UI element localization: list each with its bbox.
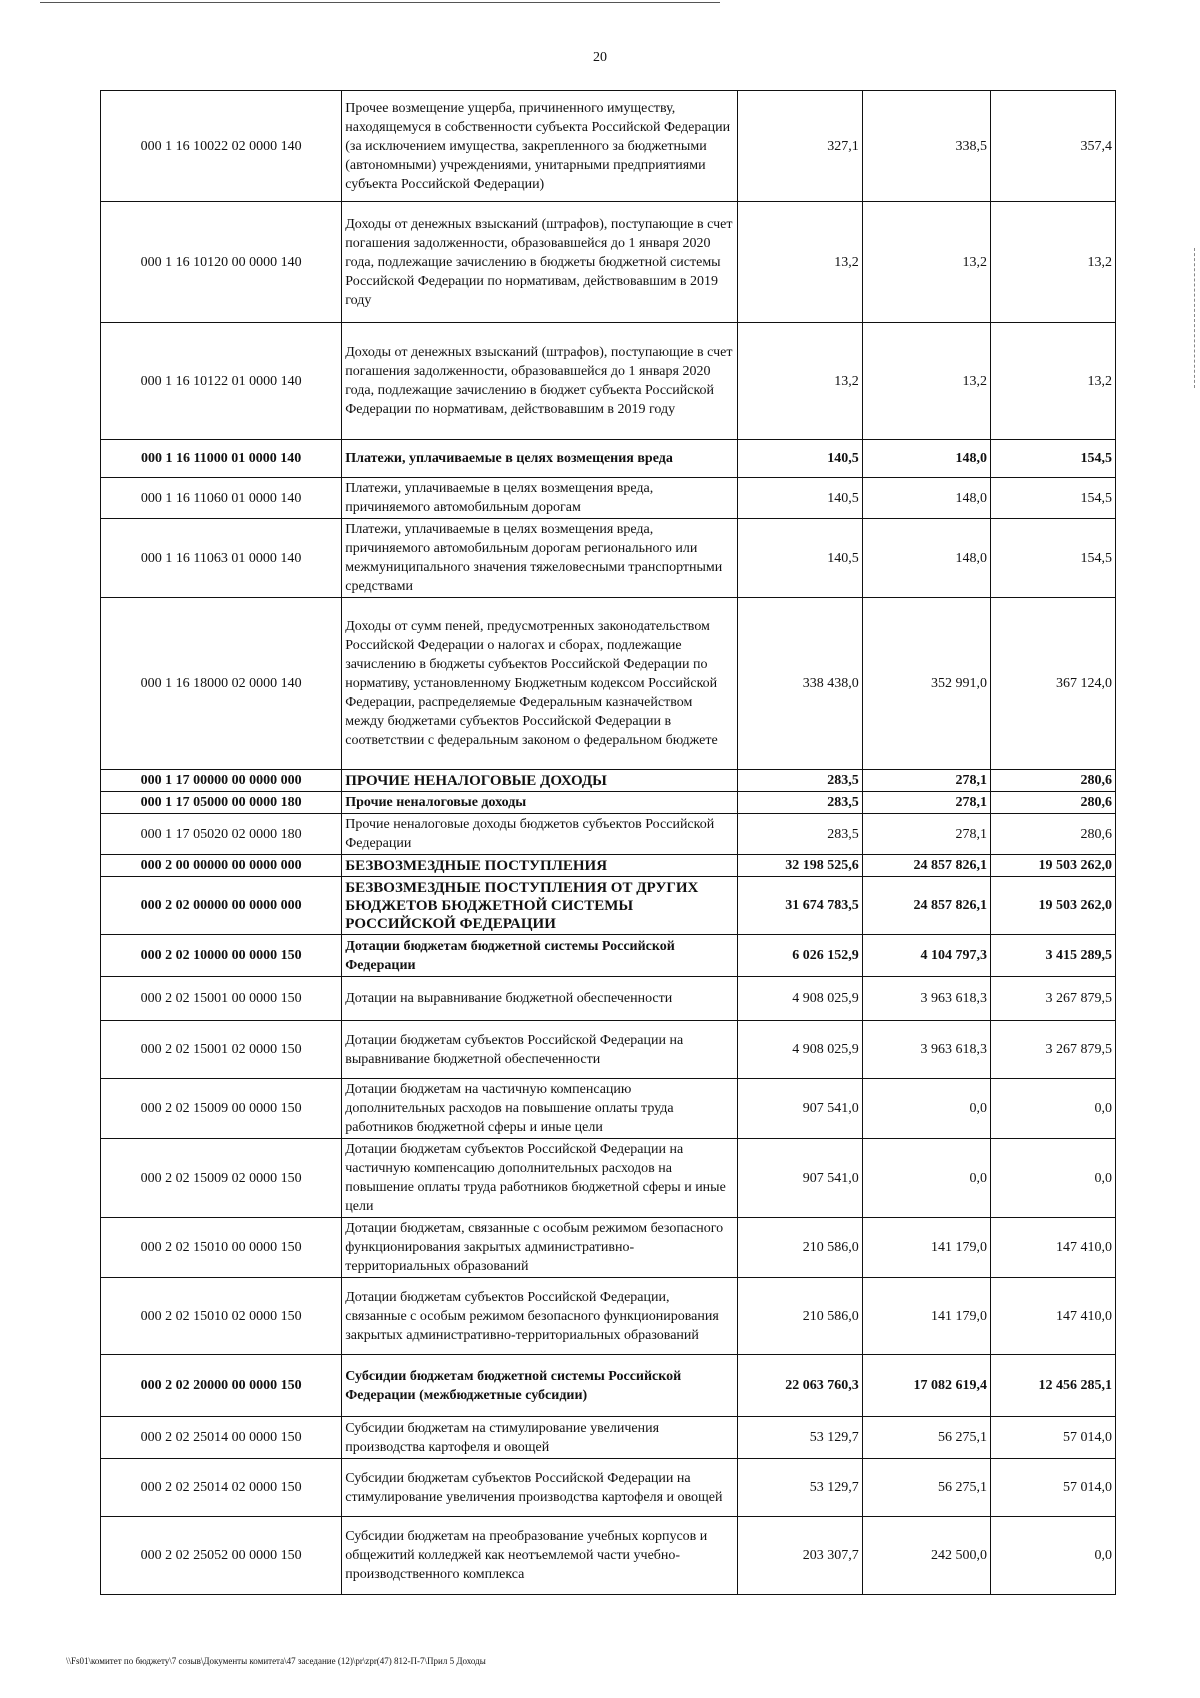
- row-value-col4: 148,0: [862, 519, 990, 598]
- row-code: 000 1 16 10120 00 0000 140: [101, 202, 342, 323]
- row-value-col5: 154,5: [991, 440, 1116, 478]
- row-name: Платежи, уплачиваемые в целях возмещения вреда: [342, 440, 738, 478]
- row-code: 000 2 02 20000 00 0000 150: [101, 1355, 342, 1417]
- row-value-col3: 6 026 152,9: [737, 935, 862, 977]
- row-value-col3: 140,5: [737, 478, 862, 519]
- row-name: ПРОЧИЕ НЕНАЛОГОВЫЕ ДОХОДЫ: [342, 770, 738, 792]
- table-row: [101, 770, 1116, 792]
- row-value-col3: 210 586,0: [737, 1218, 862, 1278]
- table-row: [101, 977, 1116, 1021]
- footer-file-path: \\Fs01\комитет по бюджету\7 созыв\Документы комитета\47 заседание (12)\pr\zpr(47) 812-П-7\Прил 5 Доходы: [66, 1656, 486, 1666]
- row-name: Доходы от денежных взысканий (штрафов), поступающие в счет погашения задолженности, образовавшейся до 1 января 2020 года, подлежащие зачислению в бюджеты бюджетной системы Российской Федерации по нормативам, действовавшим в 2019 году: [342, 202, 738, 323]
- row-value-col5: 19 503 262,0: [991, 855, 1116, 877]
- row-code: 000 2 02 15009 02 0000 150: [101, 1139, 342, 1218]
- row-value-col3: 283,5: [737, 814, 862, 855]
- row-code: 000 2 02 15010 00 0000 150: [101, 1218, 342, 1278]
- row-value-col5: 0,0: [991, 1079, 1116, 1139]
- row-value-col4: 56 275,1: [862, 1417, 990, 1459]
- row-value-col5: 280,6: [991, 814, 1116, 855]
- table-row: [101, 935, 1116, 977]
- row-value-col4: 0,0: [862, 1079, 990, 1139]
- row-name: Дотации бюджетам на частичную компенсацию дополнительных расходов на повышение оплаты труда работников бюджетной сферы и иные цели: [342, 1079, 738, 1139]
- table-row: [101, 478, 1116, 519]
- row-value-col4: 13,2: [862, 202, 990, 323]
- row-code: 000 1 17 05020 02 0000 180: [101, 814, 342, 855]
- row-name: Доходы от денежных взысканий (штрафов), поступающие в счет погашения задолженности, образовавшейся до 1 января 2020 года, подлежащие зачислению в бюджет субъекта Российской Федерации по нормативам, действовавшим в 2019 году: [342, 323, 738, 440]
- row-value-col5: 3 267 879,5: [991, 977, 1116, 1021]
- row-value-col3: 22 063 760,3: [737, 1355, 862, 1417]
- row-name: Прочие неналоговые доходы бюджетов субъектов Российской Федерации: [342, 814, 738, 855]
- row-value-col5: 13,2: [991, 323, 1116, 440]
- table-row: [101, 1079, 1116, 1139]
- row-value-col3: 327,1: [737, 91, 862, 202]
- table-row: [101, 202, 1116, 323]
- table-row: [101, 1139, 1116, 1218]
- row-code: 000 1 16 10022 02 0000 140: [101, 91, 342, 202]
- row-value-col4: 141 179,0: [862, 1218, 990, 1278]
- row-code: 000 2 02 15010 02 0000 150: [101, 1278, 342, 1355]
- row-value-col4: 17 082 619,4: [862, 1355, 990, 1417]
- table-row: [101, 519, 1116, 598]
- row-value-col3: 283,5: [737, 792, 862, 814]
- row-value-col5: 154,5: [991, 519, 1116, 598]
- row-code: 000 2 02 15009 00 0000 150: [101, 1079, 342, 1139]
- row-name: Субсидии бюджетам бюджетной системы Российской Федерации (межбюджетные субсидии): [342, 1355, 738, 1417]
- table-row: [101, 792, 1116, 814]
- row-name: Субсидии бюджетам субъектов Российской Федерации на стимулирование увеличения производства картофеля и овощей: [342, 1459, 738, 1517]
- row-value-col4: 242 500,0: [862, 1517, 990, 1595]
- row-code: 000 1 16 10122 01 0000 140: [101, 323, 342, 440]
- row-value-col3: 203 307,7: [737, 1517, 862, 1595]
- page-number: 20: [593, 50, 607, 65]
- row-value-col3: 53 129,7: [737, 1417, 862, 1459]
- row-value-col4: 24 857 826,1: [862, 877, 990, 935]
- table-row: [101, 440, 1116, 478]
- table-row: [101, 855, 1116, 877]
- row-value-col4: 148,0: [862, 440, 990, 478]
- row-name: БЕЗВОЗМЕЗДНЫЕ ПОСТУПЛЕНИЯ: [342, 855, 738, 877]
- row-code: 000 2 02 00000 00 0000 000: [101, 877, 342, 935]
- row-value-col3: 140,5: [737, 440, 862, 478]
- row-value-col5: 13,2: [991, 202, 1116, 323]
- row-value-col5: 357,4: [991, 91, 1116, 202]
- row-value-col4: 352 991,0: [862, 598, 990, 770]
- row-name: Прочие неналоговые доходы: [342, 792, 738, 814]
- row-value-col4: 3 963 618,3: [862, 1021, 990, 1079]
- row-value-col3: 907 541,0: [737, 1139, 862, 1218]
- row-code: 000 2 02 10000 00 0000 150: [101, 935, 342, 977]
- row-value-col4: 24 857 826,1: [862, 855, 990, 877]
- row-value-col4: 278,1: [862, 814, 990, 855]
- row-value-col5: 3 267 879,5: [991, 1021, 1116, 1079]
- row-name: Доходы от сумм пеней, предусмотренных законодательством Российской Федерации о налогах и сборах, подлежащие зачислению в бюджеты субъектов Российской Федерации по нормативу, установленному Бюджетным кодексом Российской Федерации, распределяемые Федеральным казначейством между бюджетами субъектов Российской Федерации в соответствии с федеральным законом о федеральном бюджете: [342, 598, 738, 770]
- row-name: Субсидии бюджетам на стимулирование увеличения производства картофеля и овощей: [342, 1417, 738, 1459]
- table-row: [101, 91, 1116, 202]
- row-value-col4: 3 963 618,3: [862, 977, 990, 1021]
- row-code: 000 1 16 11063 01 0000 140: [101, 519, 342, 598]
- table-row: [101, 1021, 1116, 1079]
- top-rule: [40, 2, 720, 3]
- row-code: 000 1 17 05000 00 0000 180: [101, 792, 342, 814]
- row-value-col5: 154,5: [991, 478, 1116, 519]
- row-name: Дотации бюджетам субъектов Российской Федерации на частичную компенсацию дополнительных расходов на повышение оплаты труда работников бюджетной сферы и иные цели: [342, 1139, 738, 1218]
- row-value-col3: 53 129,7: [737, 1459, 862, 1517]
- row-name: Дотации бюджетам субъектов Российской Федерации на выравнивание бюджетной обеспеченности: [342, 1021, 738, 1079]
- row-value-col4: 0,0: [862, 1139, 990, 1218]
- margin-mark: [1194, 248, 1195, 388]
- row-name: Дотации бюджетам бюджетной системы Российской Федерации: [342, 935, 738, 977]
- row-value-col5: 57 014,0: [991, 1417, 1116, 1459]
- row-value-col5: 0,0: [991, 1517, 1116, 1595]
- row-value-col4: 338,5: [862, 91, 990, 202]
- table-row: [101, 1218, 1116, 1278]
- row-name: Платежи, уплачиваемые в целях возмещения вреда, причиняемого автомобильным дорогам: [342, 478, 738, 519]
- row-value-col3: 4 908 025,9: [737, 1021, 862, 1079]
- table-row: [101, 323, 1116, 440]
- row-value-col3: 140,5: [737, 519, 862, 598]
- row-value-col3: 907 541,0: [737, 1079, 862, 1139]
- row-name: Дотации бюджетам субъектов Российской Федерации, связанные с особым режимом безопасного функционирования закрытых административно-территориальных образований: [342, 1278, 738, 1355]
- row-code: 000 2 00 00000 00 0000 000: [101, 855, 342, 877]
- row-name: БЕЗВОЗМЕЗДНЫЕ ПОСТУПЛЕНИЯ ОТ ДРУГИХ БЮДЖЕТОВ БЮДЖЕТНОЙ СИСТЕМЫ РОССИЙСКОЙ ФЕДЕРАЦИИ: [342, 877, 738, 935]
- row-value-col3: 283,5: [737, 770, 862, 792]
- row-code: 000 2 02 25052 00 0000 150: [101, 1517, 342, 1595]
- row-value-col4: 278,1: [862, 792, 990, 814]
- row-code: 000 2 02 15001 02 0000 150: [101, 1021, 342, 1079]
- row-name: Дотации бюджетам, связанные с особым режимом безопасного функционирования закрытых административно-территориальных образований: [342, 1218, 738, 1278]
- row-value-col3: 4 908 025,9: [737, 977, 862, 1021]
- row-value-col5: 280,6: [991, 792, 1116, 814]
- table-body: [101, 91, 1116, 1595]
- row-name: Субсидии бюджетам на преобразование учебных корпусов и общежитий колледжей как неотъемлемой части учебно-производственного комплекса: [342, 1517, 738, 1595]
- row-code: 000 2 02 25014 02 0000 150: [101, 1459, 342, 1517]
- revenue-table: [100, 90, 1116, 1595]
- table-row: [101, 814, 1116, 855]
- row-value-col5: 3 415 289,5: [991, 935, 1116, 977]
- row-value-col3: 31 674 783,5: [737, 877, 862, 935]
- row-code: 000 1 17 00000 00 0000 000: [101, 770, 342, 792]
- row-name: Дотации на выравнивание бюджетной обеспеченности: [342, 977, 738, 1021]
- row-code: 000 1 16 11000 01 0000 140: [101, 440, 342, 478]
- row-value-col4: 141 179,0: [862, 1278, 990, 1355]
- row-value-col3: 13,2: [737, 323, 862, 440]
- row-value-col5: 280,6: [991, 770, 1116, 792]
- row-code: 000 2 02 25014 00 0000 150: [101, 1417, 342, 1459]
- row-value-col5: 147 410,0: [991, 1278, 1116, 1355]
- table-row: [101, 598, 1116, 770]
- row-value-col5: 19 503 262,0: [991, 877, 1116, 935]
- row-value-col5: 367 124,0: [991, 598, 1116, 770]
- row-value-col4: 13,2: [862, 323, 990, 440]
- row-value-col3: 338 438,0: [737, 598, 862, 770]
- row-value-col3: 13,2: [737, 202, 862, 323]
- row-value-col3: 210 586,0: [737, 1278, 862, 1355]
- row-value-col5: 147 410,0: [991, 1218, 1116, 1278]
- row-value-col4: 148,0: [862, 478, 990, 519]
- row-value-col5: 12 456 285,1: [991, 1355, 1116, 1417]
- table-row: [101, 1459, 1116, 1517]
- row-value-col4: 278,1: [862, 770, 990, 792]
- table-row: [101, 1517, 1116, 1595]
- row-value-col3: 32 198 525,6: [737, 855, 862, 877]
- row-code: 000 1 16 11060 01 0000 140: [101, 478, 342, 519]
- table-row: [101, 1355, 1116, 1417]
- row-value-col4: 56 275,1: [862, 1459, 990, 1517]
- row-code: 000 2 02 15001 00 0000 150: [101, 977, 342, 1021]
- table-row: [101, 1417, 1116, 1459]
- row-name: Прочее возмещение ущерба, причиненного имуществу, находящемуся в собственности субъекта Российской Федерации (за исключением имущества, закрепленного за бюджетными (автономными) учреждениями, унитарными предприятиями субъекта Российской Федерации): [342, 91, 738, 202]
- row-code: 000 1 16 18000 02 0000 140: [101, 598, 342, 770]
- row-value-col4: 4 104 797,3: [862, 935, 990, 977]
- row-value-col5: 57 014,0: [991, 1459, 1116, 1517]
- row-name: Платежи, уплачиваемые в целях возмещения вреда, причиняемого автомобильным дорогам регионального или межмуниципального значения тяжеловесными транспортными средствами: [342, 519, 738, 598]
- row-value-col5: 0,0: [991, 1139, 1116, 1218]
- table-row: [101, 877, 1116, 935]
- table-row: [101, 1278, 1116, 1355]
